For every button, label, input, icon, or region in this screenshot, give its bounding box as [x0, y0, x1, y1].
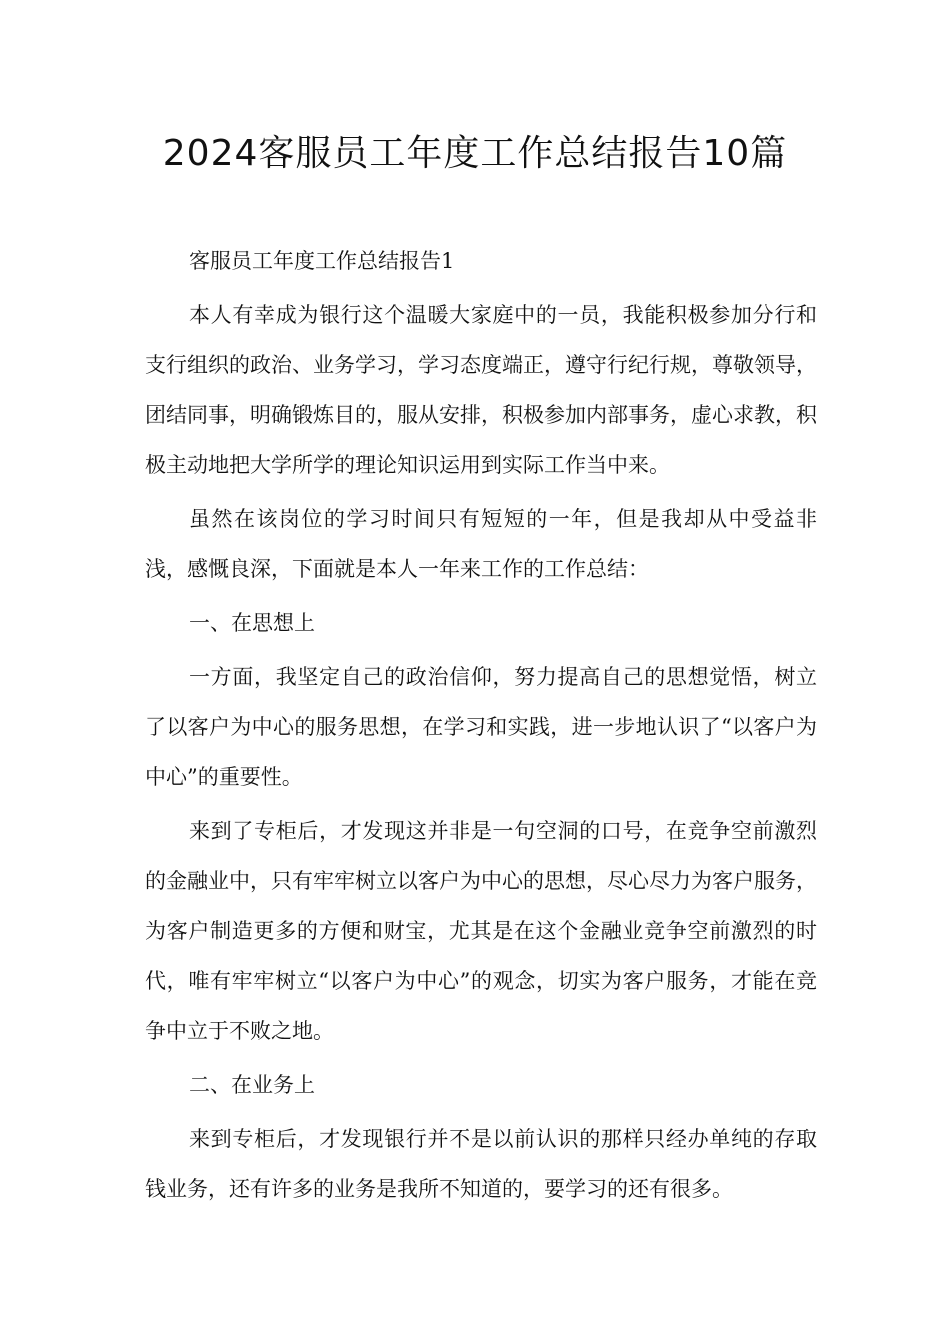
paragraph-intro: 本人有幸成为银行这个温暖大家庭中的一员，我能积极参加分行和支行组织的政治、业务学习，学习态度端正，遵守行纪行规，尊敬领导，团结同事，明确锻炼目的，服从安排，积极参加内部事务，虚心求教，积极主动地把大学所学的理论知识运用到实际工作当中来。: [145, 303, 817, 477]
section-heading-business: 二、在业务上: [189, 1073, 315, 1097]
paragraph-summary-lead: 虽然在该岗位的学习时间只有短短的一年，但是我却从中受益非浅，感慨良深，下面就是本人一年来工作的工作总结：: [145, 507, 817, 581]
paragraph-thought-1: 一方面，我坚定自己的政治信仰，努力提高自己的思想觉悟，树立了以客户为中心的服务思想，在学习和实践，进一步地认识了“以客户为中心”的重要性。: [145, 665, 817, 789]
document-body: [145, 236, 817, 1218]
paragraph-thought-2: 来到了专柜后，才发现这并非是一句空洞的口号，在竞争空前激烈的金融业中，只有牢牢树立以客户为中心的思想，尽心尽力为客户服务，为客户制造更多的方便和财宝，尤其是在这个金融业竞争空前激烈的时代，唯有牢牢树立“以客户为中心”的观念，切实为客户服务，才能在竞争中立于不败之地。: [145, 819, 817, 1043]
section-heading-thought: 一、在思想上: [189, 611, 315, 635]
paragraph-business-1: 来到专柜后，才发现银行并不是以前认识的那样只经办单纯的存取钱业务，还有许多的业务是我所不知道的，要学习的还有很多。: [145, 1127, 817, 1201]
section-heading-report-1: 客服员工年度工作总结报告1: [189, 249, 455, 273]
document-title: 2024客服员工年度工作总结报告10篇: [162, 133, 788, 174]
